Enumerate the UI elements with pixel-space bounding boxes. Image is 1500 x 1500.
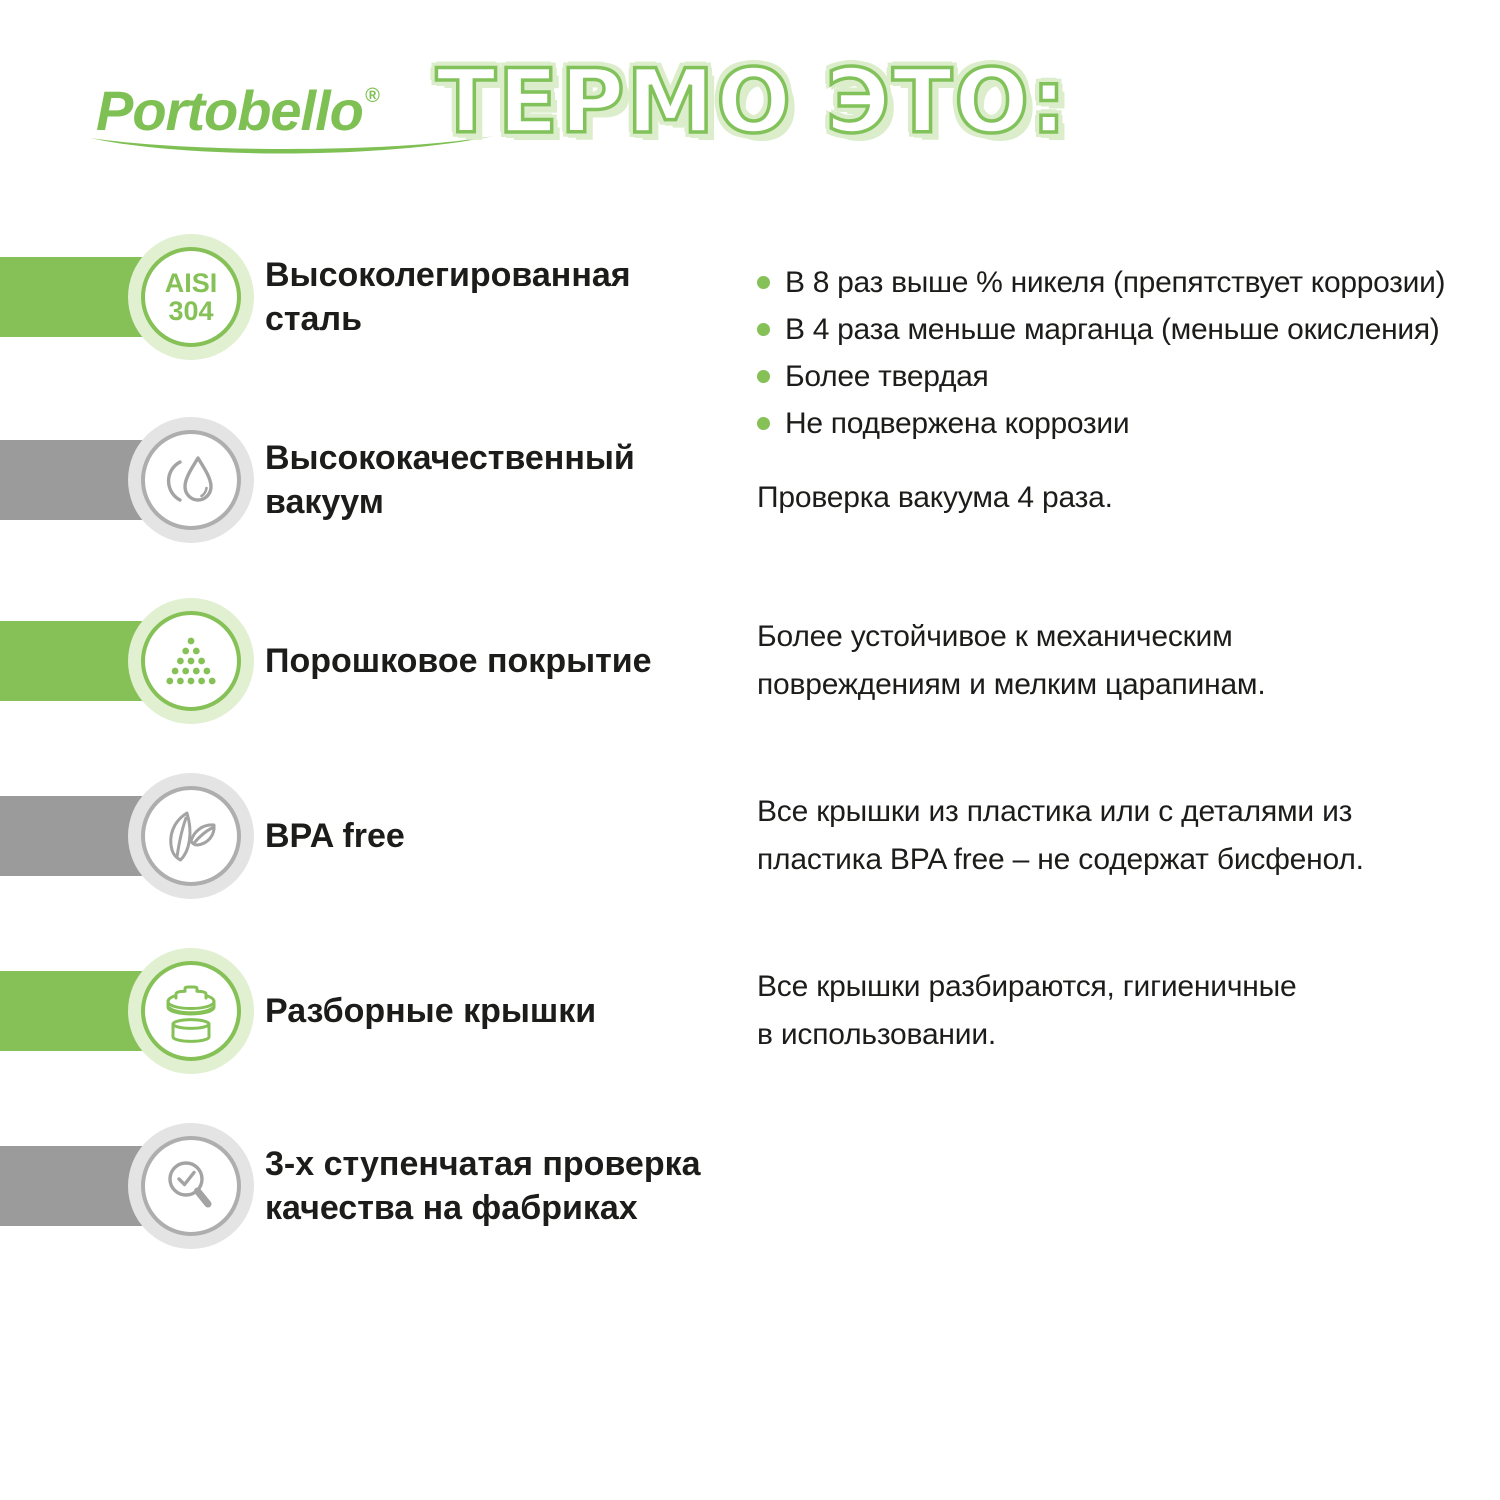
feature-description: Все крышки из пластика или с деталями из пластика BPA free – не содержат бисфенол. — [757, 795, 1364, 876]
water-drop-icon — [160, 449, 222, 511]
bullet-item: Не подвержена коррозии — [757, 400, 1445, 447]
aisi-304-label: AISI 304 — [164, 268, 218, 326]
feature-bullet-list — [757, 259, 1445, 447]
powder-dots-icon — [160, 632, 222, 690]
bullet-item: В 4 раза меньше марганца (меньше окисления) — [757, 306, 1445, 353]
bullet-dot-icon — [757, 323, 770, 336]
bullet-dot-icon — [757, 276, 770, 289]
feature-badge — [141, 1136, 241, 1236]
feature-badge — [141, 786, 241, 886]
bullet-item: Более твердая — [757, 353, 1445, 400]
feature-title: Высококачественный вакуум — [265, 439, 635, 521]
bullet-dot-icon — [757, 417, 770, 430]
feature-badge — [141, 611, 241, 711]
feature-title: Порошковое покрытие — [265, 642, 652, 680]
aisi-304-badge — [141, 247, 241, 347]
brand-logo-text: Portobello — [96, 79, 363, 142]
feature-title: Высоколегированная сталь — [265, 256, 631, 338]
lid-parts-icon — [159, 978, 223, 1044]
feature-title: BPA free — [265, 817, 405, 855]
feature-title: Разборные крышки — [265, 992, 597, 1030]
registered-mark: ® — [364, 85, 379, 107]
feature-description: Все крышки разбираются, гигиеничные в использовании. — [757, 970, 1297, 1051]
bullet-dot-icon — [757, 370, 770, 383]
feature-description: Проверка вакуума 4 раза. — [757, 481, 1113, 514]
feature-badge — [141, 430, 241, 530]
page-title: ТЕРМО ЭТО: — [436, 50, 1069, 153]
feature-title: 3-х ступенчатая проверка качества на фабриках — [265, 1145, 701, 1227]
magnifier-check-icon — [160, 1155, 222, 1217]
feature-badge — [141, 961, 241, 1061]
feature-description: Более устойчивое к механическим повреждениям и мелким царапинам. — [757, 620, 1266, 701]
leaves-icon — [160, 805, 222, 867]
bullet-item: В 8 раз выше % никеля (препятствует коррозии) — [757, 259, 1445, 306]
